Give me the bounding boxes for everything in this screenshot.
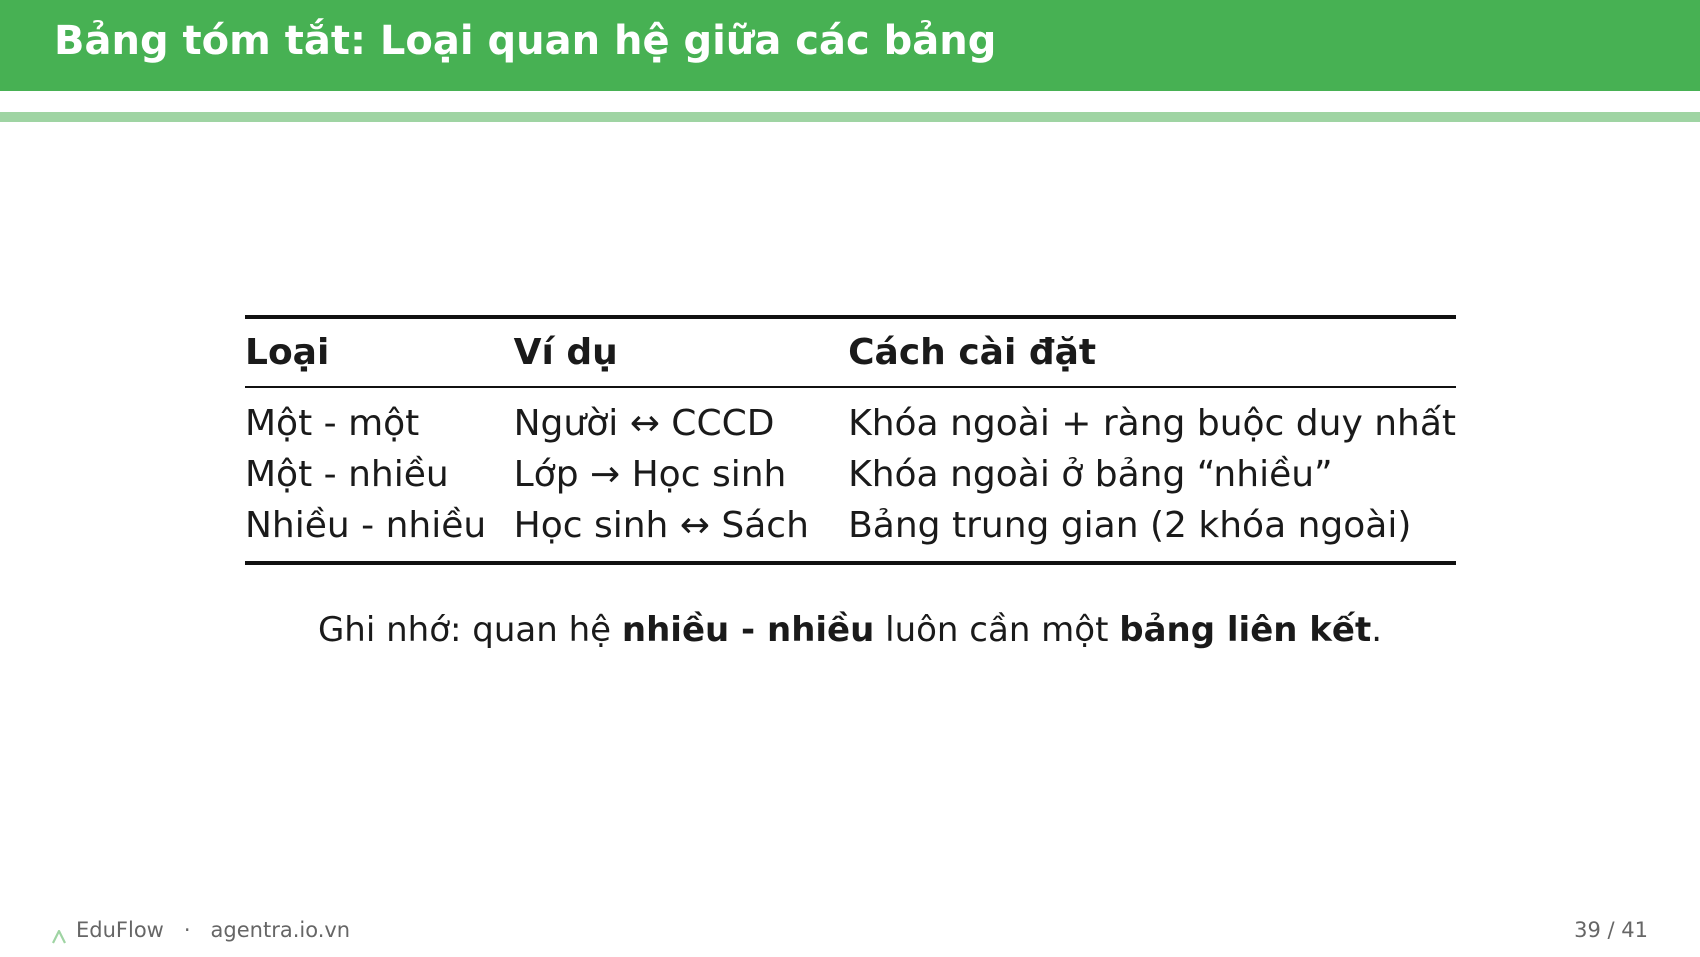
cell-implementation: Bảng trung gian (2 khóa ngoài)	[848, 500, 1456, 563]
cell-implementation: Khóa ngoài ở bảng “nhiều”	[848, 454, 1333, 495]
table-header-row	[245, 317, 1456, 387]
chevron-up-icon	[52, 925, 66, 939]
reminder-note	[0, 610, 1700, 650]
cell-example: Người ↔ CCCD	[513, 403, 775, 444]
header-implementation: Cách cài đặt	[848, 317, 1456, 387]
note-bold-link-table: bảng liên kết	[1119, 610, 1372, 650]
header-example: Ví dụ	[514, 317, 848, 387]
cell-type: Nhiều - nhiều	[245, 500, 514, 563]
footer	[52, 918, 350, 942]
cell-example: Lớp → Học sinh	[513, 454, 787, 495]
table-row	[245, 449, 1456, 500]
relationship-summary-table	[245, 315, 1456, 565]
footer-separator: ·	[183, 918, 191, 942]
table-row	[245, 500, 1456, 563]
header-type: Loại	[245, 317, 514, 387]
title-divider	[0, 112, 1700, 122]
note-middle: luôn cần một	[874, 610, 1120, 650]
cell-type: Một - nhiều	[245, 454, 449, 495]
slide-title: Bảng tóm tắt: Loại quan hệ giữa các bảng	[54, 18, 997, 64]
cell-example: Học sinh ↔ Sách	[514, 500, 848, 563]
cell-type: Một - một	[245, 403, 420, 444]
page-number: 39 / 41	[1574, 918, 1648, 942]
note-suffix: .	[1371, 610, 1383, 650]
cell-implementation: Khóa ngoài + ràng buộc duy nhất	[848, 403, 1456, 444]
note-bold-many-to-many: nhiều - nhiều	[621, 610, 875, 650]
footer-brand: EduFlow	[76, 918, 164, 942]
table-row	[245, 387, 1456, 449]
footer-site-link[interactable]: agentra.io.vn	[210, 918, 351, 942]
title-bar	[0, 0, 1700, 91]
note-prefix: Ghi nhớ: quan hệ	[317, 610, 622, 650]
